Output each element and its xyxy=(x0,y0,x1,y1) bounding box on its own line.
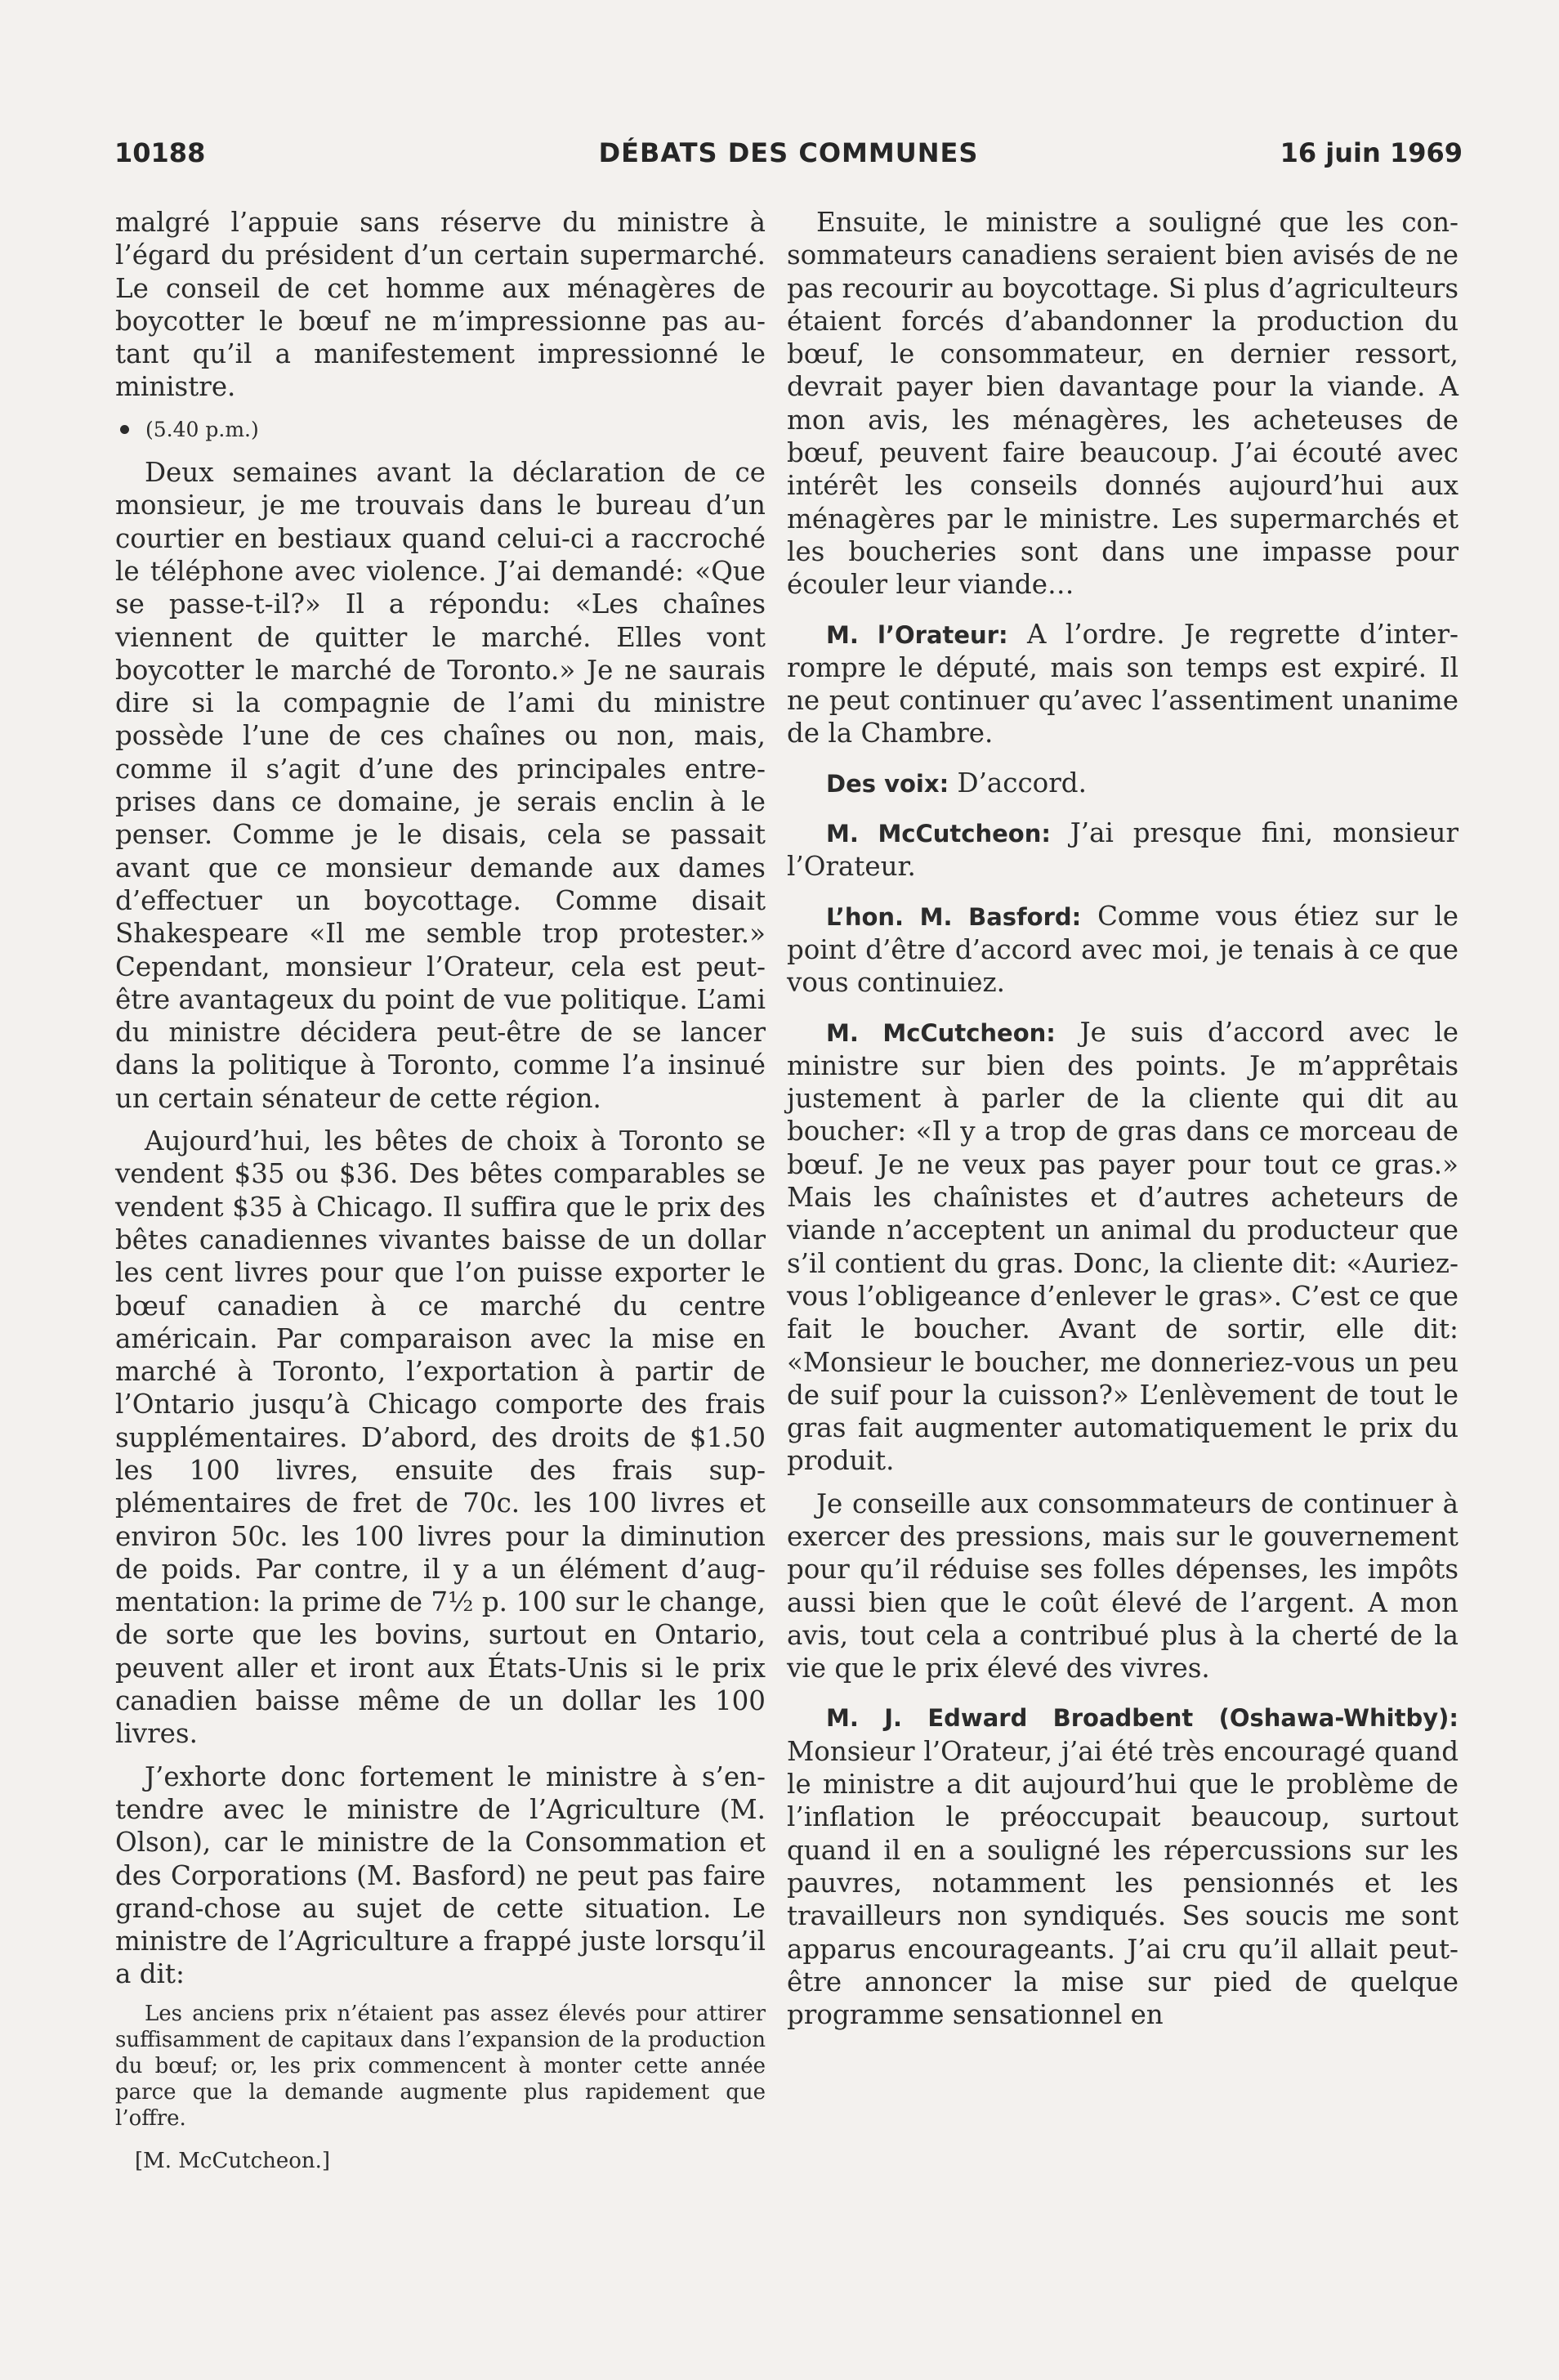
speech-text: J’ai presque fini, monsieur l’Orateur. xyxy=(787,817,1458,883)
page-date: 16 juin 1969 xyxy=(1280,137,1463,168)
left-column xyxy=(115,206,766,2187)
speaker-turn xyxy=(787,1701,1458,2031)
right-column xyxy=(787,206,1458,2041)
block-quote: Les anciens prix n’étaient pas assez élevés pour attirer suffisamment de capitaux dans l’expansion de la production du bœuf; or, les prix commencent à monter cette année parce que la demande augmente plus rapidement que l’offre. xyxy=(115,2001,766,2131)
bullet-icon xyxy=(120,425,129,434)
speaker-turn xyxy=(787,1016,1458,1478)
publication-title: DÉBATS DES COMMUNES xyxy=(598,137,979,168)
speaker-turn xyxy=(787,618,1458,750)
speaker-name: M. J. Edward Broadbent (Oshawa-Whitby): xyxy=(826,1704,1458,1733)
speaker-turn xyxy=(787,900,1458,1000)
speech-text: Comme vous étiez sur le point d’être d’accord avec moi, je tenais à ce que vous continuiez. xyxy=(787,900,1458,999)
speaker-attribution: [M. McCutcheon.] xyxy=(135,2148,331,2173)
page-number: 10188 xyxy=(114,137,206,168)
speech-text: Je suis d’accord avec le ministre sur bien des points. Je m’apprêtais justement à parler de la cliente qui dit au boucher: «Il y a trop de gras dans ce morceau de bœuf. Je ne veux pas payer pour tout ce gras.» Mais les chaînistes et d’autres acheteurs de viande n’acceptent un animal du producteur que s’il contient du gras. Donc, la cliente dit: «Auriez-vous l’obligeance d’enlever le gras». C’est ce que fait le boucher. Avant de sortir, elle dit: «Monsieur le boucher, me donneriez-vous un peu de suif pour la cuisson?» L’enlèvement de tout le gras fait augmenter automatiquement le prix du produit. xyxy=(787,1016,1459,1477)
speech-text: D’accord. xyxy=(957,767,1087,799)
paragraph: malgré l’appuie sans réserve du ministre à l’égard du président d’un certain supermarché. Le conseil de cet homme aux ménagères de boycotter le bœuf ne m’impressionne pas autant qu’il a manifestement impressionné le ministre. xyxy=(115,207,766,403)
time-text: (5.40 p.m.) xyxy=(145,417,259,441)
time-marker xyxy=(115,414,766,446)
paragraph: J’exhorte donc fortement le ministre à s’entendre avec le ministre de l’Agriculture (M. Olson), car le ministre de la Consommation et des Corporations (M. Basford) ne peut pas faire grand-chose au sujet de cette situation. Le ministre de l’Agriculture a frappé juste lorsqu’il a dit: xyxy=(115,1760,766,1990)
speaker-turn xyxy=(787,767,1458,800)
paragraph: Deux semaines avant la déclaration de ce monsieur, je me trouvais dans le bureau d’un courtier en bestiaux quand celui-ci a raccroché le téléphone avec violence. J’ai demandé: «Que se passe-t-il?» Il a répondu: «Les chaînes viennent de quitter le marché. Elles vont boycotter le marché de Toronto.» Je ne saurais dire si la compagnie de l’ami du ministre possède l’une de ces chaînes ou non, mais, comme il s’agit d’une des principales entreprises dans ce domaine, je serais enclin à le penser. Comme je le disais, cela se passait avant que ce monsieur demande aux dames d’effectuer un boycottage. Comme disait Shakespeare «Il me semble trop protester.» Cependant, monsieur l’Orateur, cela est peut-être avantageux du point de vue politique. L’ami du ministre décidera peut-être de se lancer dans la politique à Toronto, comme l’a insinué un certain sénateur de cette région. xyxy=(115,457,766,1114)
paragraph: Aujourd’hui, les bêtes de choix à Toronto se vendent $35 ou $36. Des bêtes comparables se vendent $35 à Chicago. Il suffira que le prix des bêtes canadiennes vivantes baisse de un dollar les cent livres pour que l’on puisse exporter le bœuf canadien à ce marché du centre américain. Par comparaison avec la mise en marché à Toronto, l’exportation à partir de l’Ontario jusqu’à Chicago comporte des frais supplémentaires. D’abord, des droits de $1.50 les 100 livres, ensuite des frais supplémentaires de fret de 70c. les 100 livres et environ 50c. les 100 livres pour la diminution de poids. Par contre, il y a un élément d’augmentation: la prime de 7½ p. 100 sur le change, de sorte que les bovins, surtout en Ontario, peuvent aller et iront aux États-Unis si le prix canadien baisse même de un dollar les 100 livres. xyxy=(115,1125,766,1750)
speaker-name: M. McCutcheon: xyxy=(826,1018,1056,1047)
speech-text: A l’ordre. Je regrette d’interrompre le député, mais son temps est expiré. Il ne peut continuer qu’avec l’assentiment unanime de la Chambre. xyxy=(787,618,1458,749)
speech-text: Monsieur l’Orateur, j’ai été très encouragé quand le ministre a dit aujourd’hui que le problème de l’inflation le préoccupait beaucoup, surtout quand il en a souligné les répercussions sur les pauvres, notamment les pensionnés et les travailleurs non syndiqués. Ses soucis me sont apparus encourageants. J’ai cru qu’il allait peut-être annoncer la mise sur pied de quelque programme sensationnel en xyxy=(787,1735,1458,2031)
speaker-name: L’hon. M. Basford: xyxy=(826,902,1082,931)
paragraph: Ensuite, le ministre a souligné que les consommateurs canadiens seraient bien avisés de ne pas recourir au boycottage. Si plus d’agriculteurs étaient forcés d’abandonner la production du bœuf, le consommateur, en dernier ressort, devrait payer bien davantage pour la viande. A mon avis, les ménagères, les acheteuses de bœuf, peuvent faire beaucoup. J’ai écouté avec intérêt les conseils donnés aujourd’hui aux ménagères par le ministre. Les supermarchés et les boucheries sont dans une impasse pour écouler leur viande… xyxy=(787,207,1458,601)
speaker-turn xyxy=(787,816,1458,884)
speaker-name: M. l’Orateur: xyxy=(826,620,1008,649)
speaker-name: Des voix: xyxy=(826,769,949,798)
speaker-name: M. McCutcheon: xyxy=(826,820,1051,848)
paragraph: Je conseille aux consommateurs de continuer à exercer des pressions, mais sur le gouvernement pour qu’il réduise ses folles dépenses, les impôts aussi bien que le coût élevé de l’argent. A mon avis, tout cela a contribué plus à la cherté de la vie que le prix élevé des vivres. xyxy=(787,1488,1458,1684)
